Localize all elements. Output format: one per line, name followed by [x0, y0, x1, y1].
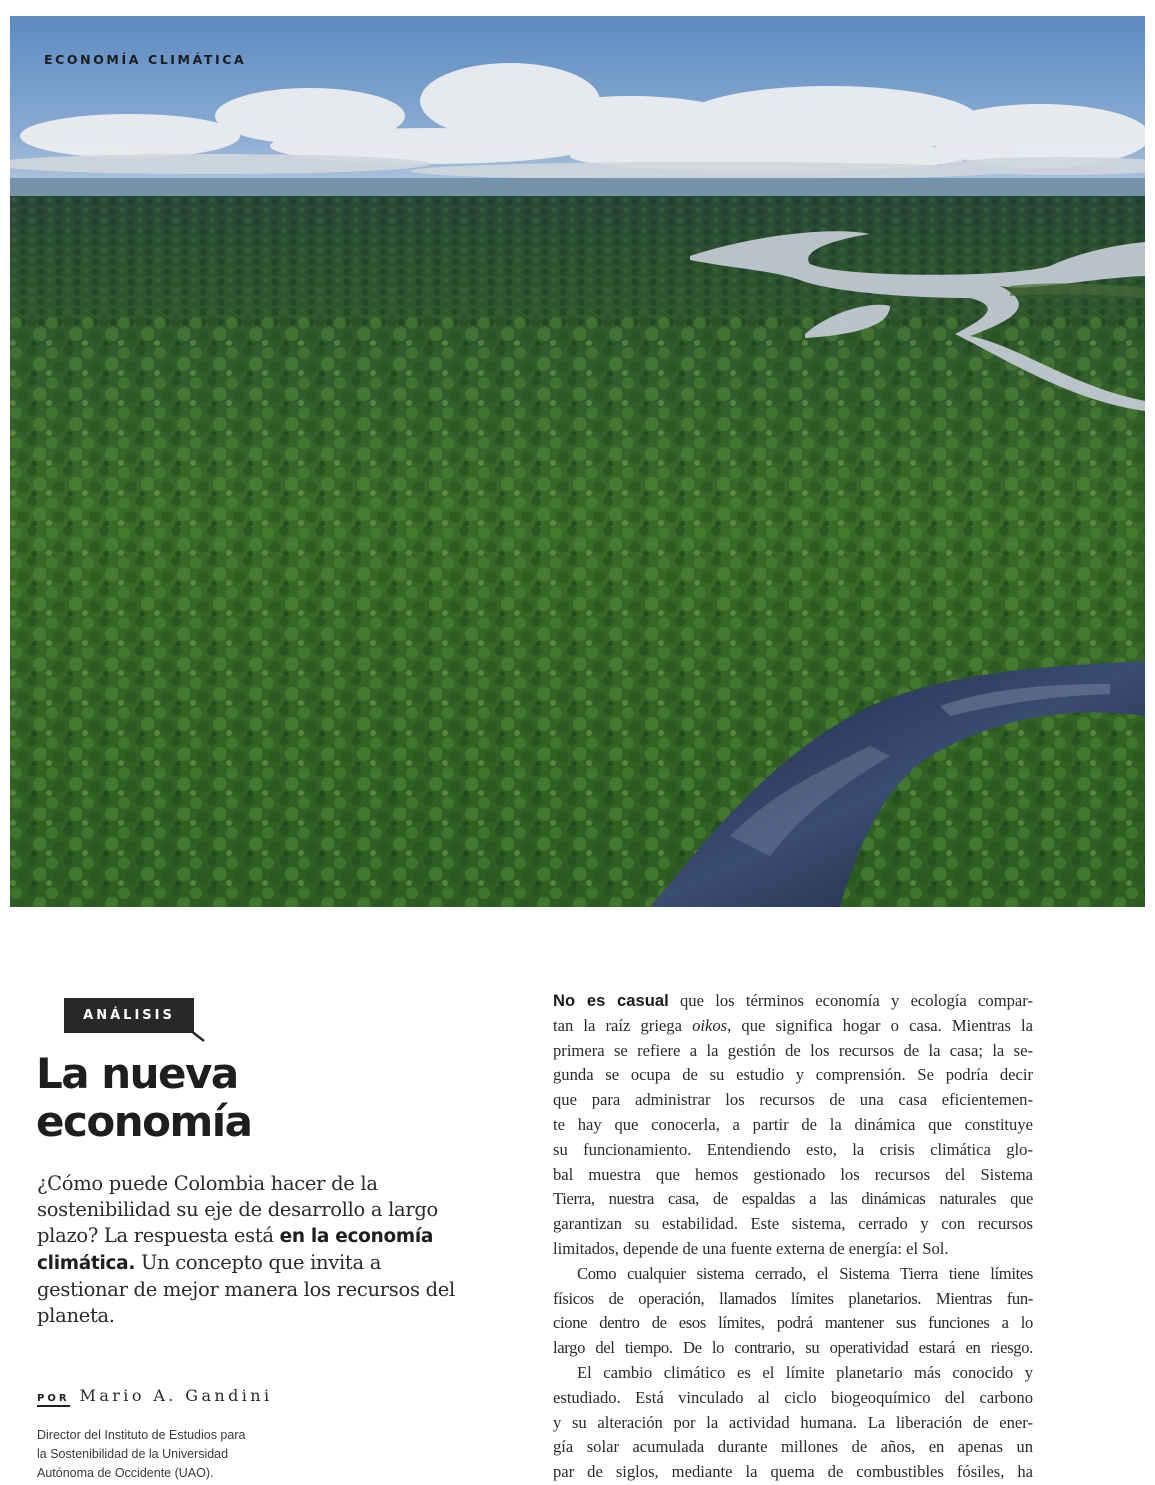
body-paragraph-2	[553, 1262, 1033, 1361]
body-line: gunda se ocupa de su estudio y comprensión. Se podría decir	[553, 1065, 1033, 1085]
body-line: estudiado. Está vinculado al ciclo biogeoquímico del carbono	[553, 1387, 1033, 1407]
body-line: y su alteración por la actividad humana. La liberación de ener-	[553, 1412, 1033, 1432]
body-line: Como cualquier sistema cerrado, el Sistema Tierra tiene límites	[577, 1263, 1033, 1283]
analysis-badge: ANÁLISIS	[64, 998, 194, 1033]
body-line: gía solar acumulada durante millones de años, en apenas un	[553, 1437, 1033, 1457]
byline-prefix: POR	[37, 1393, 70, 1407]
bio-line: Autónoma de Occidente (UAO).	[37, 1466, 214, 1480]
bio-line: Director del Instituto de Estudios para	[37, 1428, 246, 1442]
body-line: te hay que conocerla, a partir de la dinámica que constituye	[553, 1114, 1033, 1134]
lead-part-1: ¿Cómo puede Colombia hacer de la sostenibilidad su eje de desarrollo a largo plazo? La respuesta está	[37, 1172, 438, 1247]
body-line: que los términos economía y ecología compar-	[668, 991, 1033, 1010]
body-line: físicos de operación, llamados límites planetarios. Mientras fun-	[553, 1288, 1033, 1308]
body-paragraph-1	[553, 989, 1033, 1262]
badge-tail-icon	[190, 1030, 206, 1042]
article-lead	[37, 1171, 477, 1329]
section-tag: ECONOMÍA CLIMÁTICA	[44, 52, 247, 67]
body-line: Tierra, nuestra casa, de espaldas a las dinámicas naturales que	[553, 1189, 1033, 1209]
body-lead-in: No es casual	[553, 991, 669, 1010]
article-title	[36, 1050, 436, 1146]
forest-river-aerial-photo	[10, 16, 1145, 907]
article-body	[553, 989, 1033, 1485]
title-line-2: economía	[36, 1097, 252, 1146]
body-line: , que significa hogar o casa. Mientras la	[727, 1015, 1034, 1035]
body-line: que para administrar los recursos de una casa eficientemen-	[553, 1090, 1033, 1110]
body-line: su funcionamiento. Entendiendo esto, la crisis climática glo-	[553, 1139, 1033, 1159]
author-bio	[37, 1426, 297, 1483]
body-line: cione dentro de esos límites, podrá mantener sus funciones a lo	[553, 1313, 1033, 1333]
body-line: bal muestra que hemos gestionado los recursos del Sistema	[553, 1164, 1033, 1184]
body-line: garantizan su estabilidad. Este sistema, cerrado y con recursos	[553, 1214, 1033, 1234]
body-line: par de siglos, mediante la quema de combustibles fósiles, ha	[553, 1462, 1033, 1482]
body-line: tan la raíz griega	[553, 1015, 693, 1035]
body-line: El cambio climático es el límite planetario más conocido y	[577, 1362, 1033, 1382]
byline	[37, 1386, 272, 1406]
body-line: limitados, depende de una fuente externa de energía: el Sol.	[553, 1238, 949, 1258]
lead-part-2: Un concepto que invita a gestionar de mejor manera los recursos del planeta.	[37, 1251, 455, 1327]
body-line: primera se refiere a la gestión de los recursos de la casa; la se-	[553, 1040, 1033, 1060]
lead-bold: en la economía climática.	[37, 1226, 434, 1274]
bio-line: la Sostenibilidad de la Universidad	[37, 1447, 229, 1461]
body-italic-term: oikos	[692, 1015, 728, 1035]
author-name: Mario A. Gandini	[79, 1386, 273, 1405]
hero-photo	[10, 16, 1145, 907]
title-line-1: La nueva	[36, 1049, 238, 1098]
body-line: largo del tiempo. De lo contrario, su operatividad estará en riesgo.	[553, 1338, 1033, 1358]
body-paragraph-3	[553, 1361, 1033, 1485]
